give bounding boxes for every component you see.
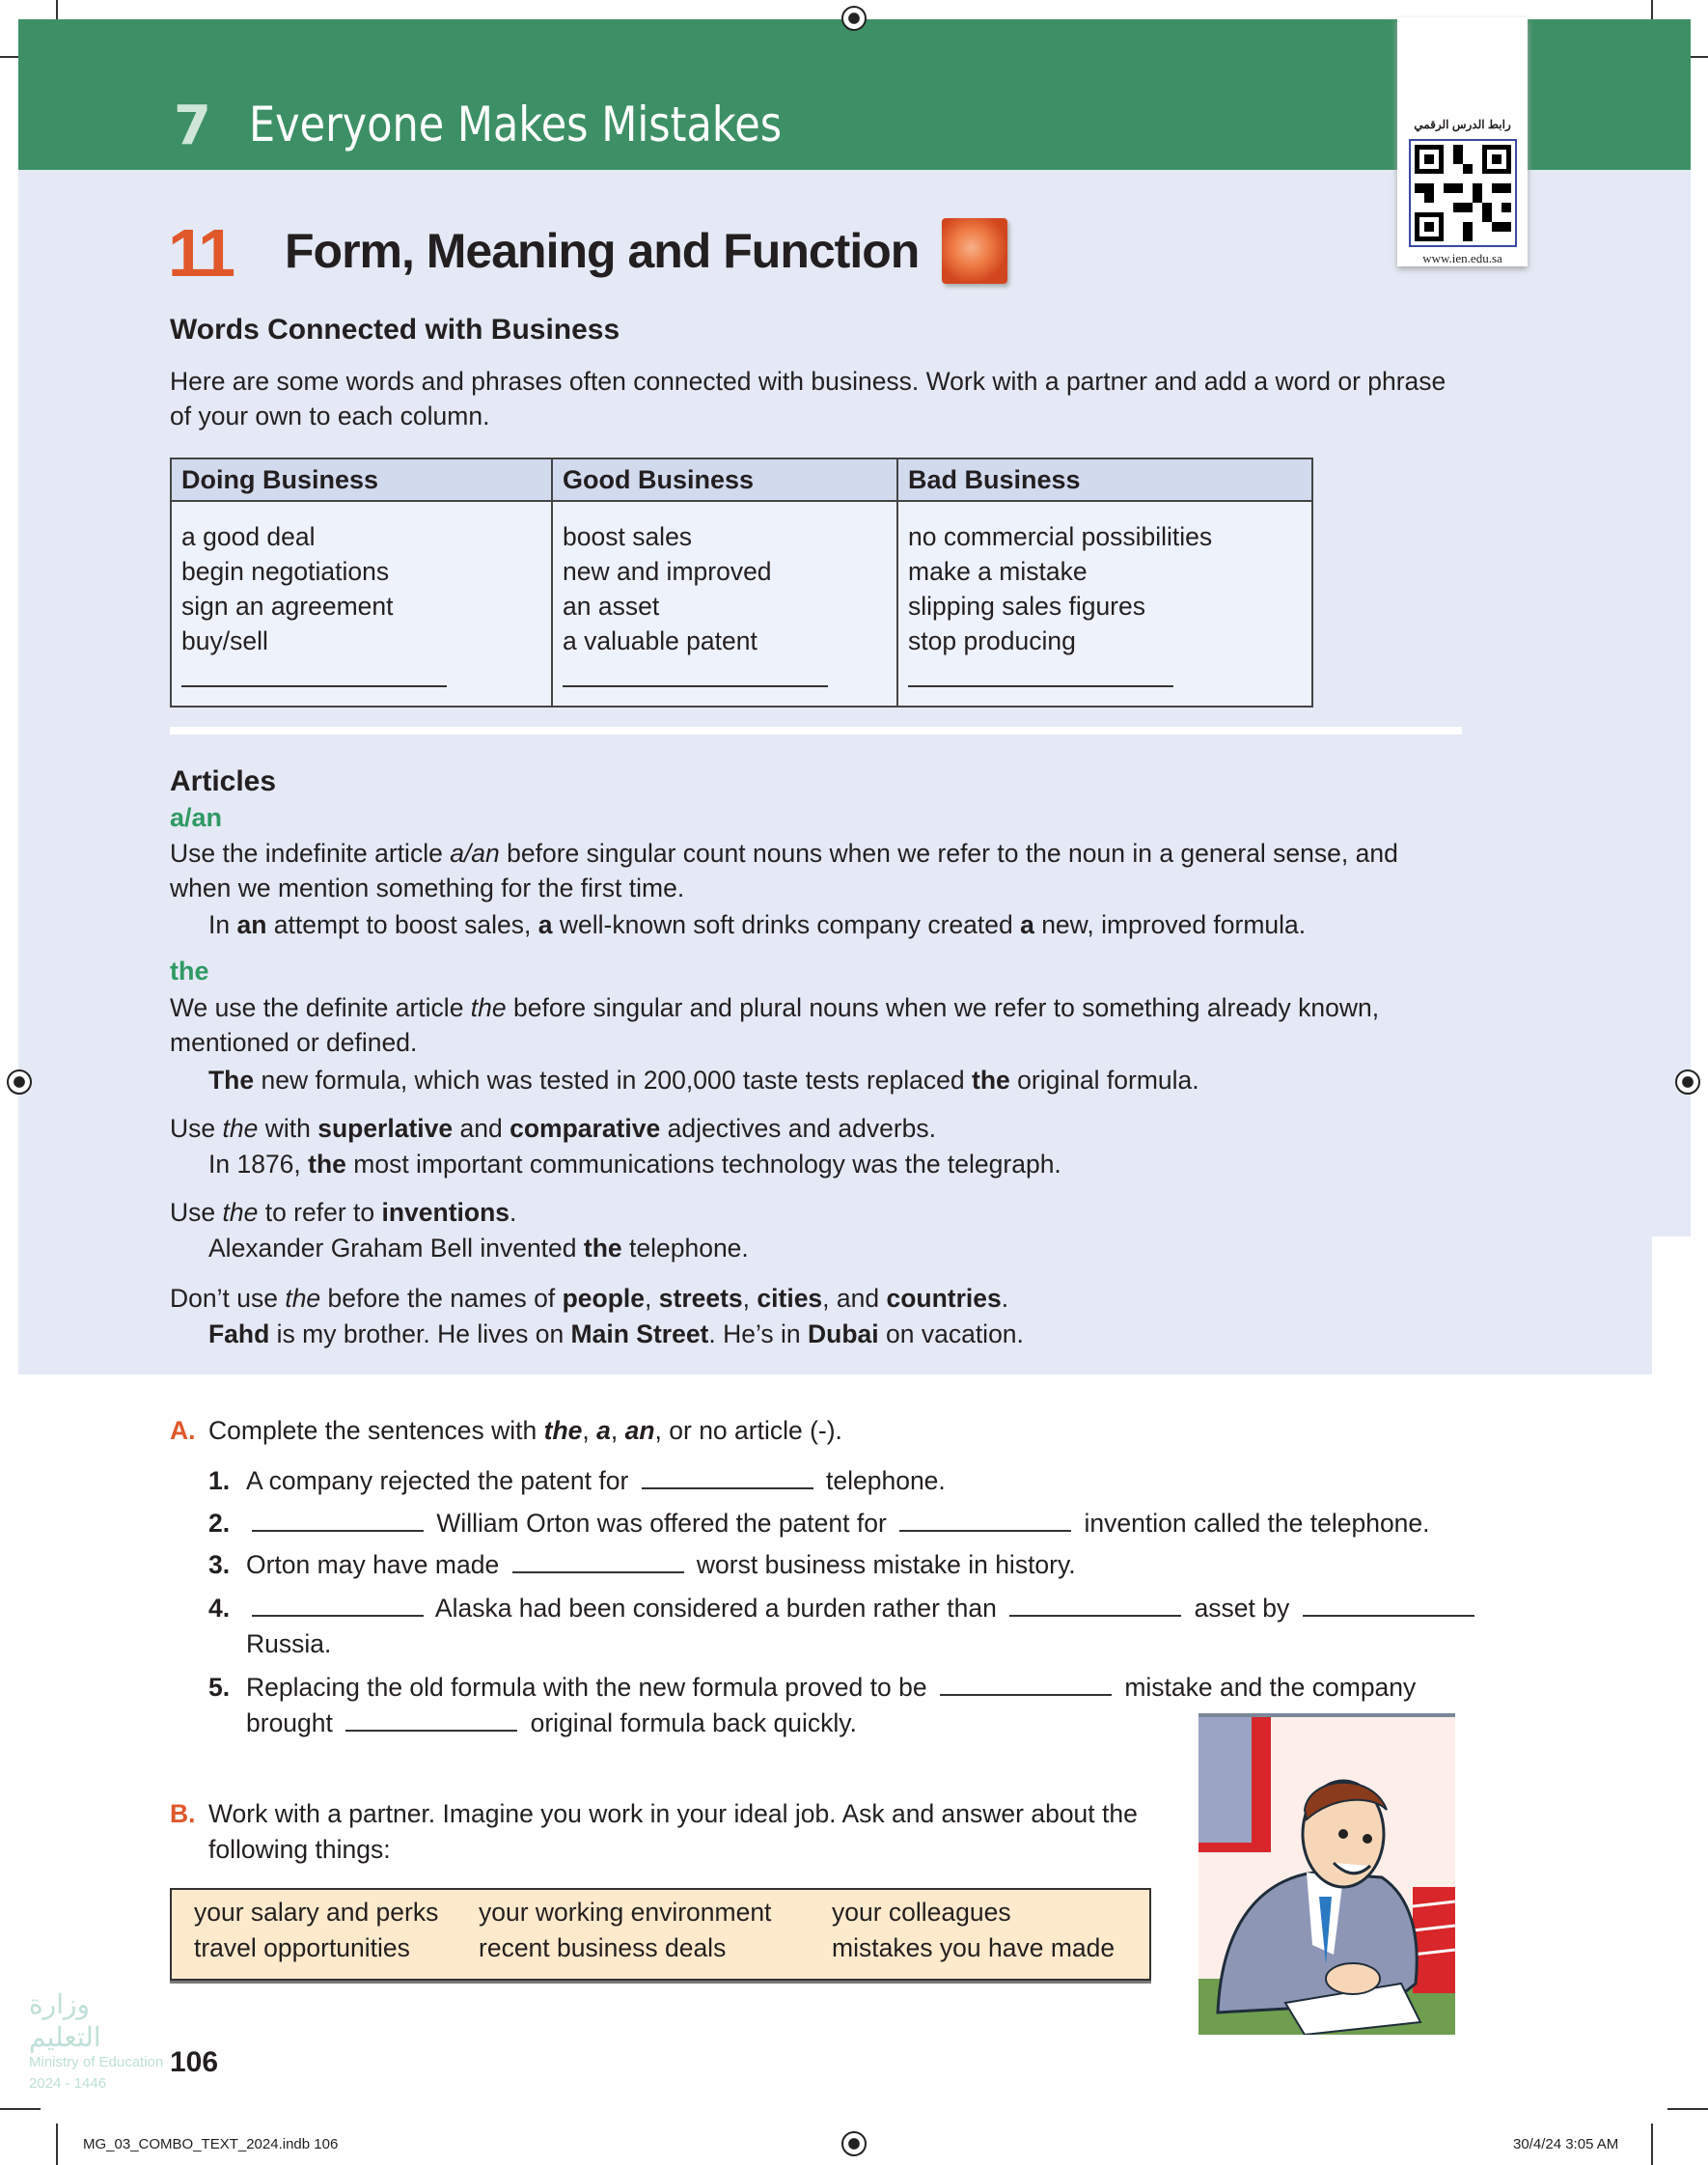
- text-segment: a: [1020, 910, 1034, 939]
- list-item: no commercial possibilities: [908, 522, 1213, 551]
- text-segment: an: [236, 910, 267, 939]
- text-segment: streets: [658, 1284, 743, 1313]
- exercise-sentence: [246, 1591, 1480, 1625]
- inventions-rule: [170, 1195, 516, 1230]
- text-segment: In: [208, 910, 237, 939]
- chapter-number: 7: [174, 95, 211, 157]
- the-subheading: the: [170, 957, 209, 985]
- text-segment: before singular count nouns when we refer to the noun in a general sense, and when we mention something for the first time.: [170, 839, 1398, 902]
- text-segment: people: [562, 1284, 646, 1313]
- column-cell: [552, 501, 897, 707]
- crop-mark: [0, 2108, 41, 2110]
- exercise-b-letter: B.: [170, 1799, 196, 1828]
- text-segment: , or no article (-).: [654, 1416, 842, 1445]
- text-segment: , and: [822, 1284, 887, 1313]
- text-segment: original formula back quickly.: [523, 1708, 857, 1737]
- text-segment: cities: [757, 1284, 823, 1313]
- text-segment: superlative: [317, 1114, 454, 1143]
- lesson-title: Form, Meaning and Function: [285, 224, 920, 278]
- discussion-topics-box: [170, 1888, 1151, 1981]
- text-segment: telephone.: [818, 1466, 946, 1495]
- text-segment: the: [285, 1284, 321, 1313]
- list-item: an asset: [563, 592, 660, 621]
- text-segment: Don’t use: [170, 1284, 286, 1313]
- exercise-a-letter: A.: [170, 1416, 196, 1445]
- text-segment: The: [208, 1066, 255, 1095]
- answer-blank[interactable]: [940, 1675, 1112, 1696]
- list-item: sign an agreement: [181, 592, 394, 621]
- digital-lesson-qr[interactable]: [1397, 17, 1528, 266]
- registration-mark-icon: [841, 6, 867, 31]
- item-number: 2.: [208, 1509, 231, 1538]
- text-segment: before singular and plural nouns when we refer to something already known, mentioned or defined.: [170, 993, 1380, 1057]
- text-segment: and: [453, 1114, 510, 1143]
- text-segment: Use the indefinite article: [170, 839, 451, 868]
- exercise-sentence: [246, 1670, 1416, 1705]
- text-segment: to refer to: [258, 1198, 382, 1227]
- text-segment: the: [583, 1234, 622, 1263]
- topic: your colleagues: [832, 1898, 1011, 1927]
- answer-blank[interactable]: [908, 662, 1173, 687]
- text-segment: with: [258, 1114, 318, 1143]
- answer-blank[interactable]: [181, 662, 447, 687]
- text-segment: most important communications technology was the telegraph.: [345, 1150, 1061, 1179]
- text-segment: In 1876,: [208, 1150, 309, 1179]
- answer-blank[interactable]: [563, 662, 828, 687]
- superlative-rule: [170, 1111, 936, 1146]
- no-article-rule: [170, 1281, 1008, 1316]
- text-segment: brought: [246, 1708, 341, 1737]
- text-segment: a: [537, 910, 553, 939]
- crop-mark: [1651, 2123, 1653, 2165]
- list-item: a valuable patent: [563, 626, 758, 655]
- text-segment: the: [222, 1198, 259, 1227]
- list-item: a good deal: [181, 522, 316, 551]
- text-segment: new, improved formula.: [1033, 910, 1307, 939]
- text-segment: Alaska had been considered a burden rather than: [429, 1594, 1005, 1623]
- text-segment: telephone.: [621, 1234, 749, 1263]
- answer-blank[interactable]: [345, 1710, 517, 1732]
- text-segment: ,: [610, 1416, 625, 1445]
- column-header: Good Business: [552, 458, 897, 501]
- text-segment: attempt to boost sales,: [266, 910, 538, 939]
- answer-blank[interactable]: [252, 1511, 424, 1532]
- text-segment: Complete the sentences with: [208, 1416, 544, 1445]
- the-example: [208, 1063, 1199, 1097]
- lesson-heading: [285, 218, 1007, 284]
- superlative-example: [208, 1147, 1061, 1181]
- crop-mark: [56, 2123, 58, 2165]
- item-number: 4.: [208, 1594, 231, 1623]
- column-cell: [171, 501, 552, 707]
- answer-blank[interactable]: [252, 1596, 424, 1617]
- the-rule: [170, 990, 1453, 1060]
- crop-mark: [1667, 2108, 1708, 2110]
- qr-label: رابط الدرس الرقمي: [1414, 118, 1511, 131]
- text-segment: asset by: [1187, 1594, 1297, 1623]
- watermark-year: 2024 - 1446: [29, 2075, 107, 2092]
- text-segment: countries: [886, 1284, 1002, 1313]
- exercise-sentence: [246, 1706, 857, 1740]
- audio-icon[interactable]: [942, 218, 1007, 284]
- answer-blank[interactable]: [1009, 1596, 1181, 1617]
- answer-blank[interactable]: [899, 1511, 1071, 1532]
- registration-mark-icon: [841, 2131, 867, 2156]
- business-words-table: [170, 458, 1313, 708]
- text-segment: a: [596, 1416, 611, 1445]
- inventions-example: [208, 1231, 749, 1265]
- exercise-sentence: [246, 1547, 1076, 1582]
- list-item: begin negotiations: [181, 557, 390, 586]
- text-segment: invention called the telephone.: [1077, 1509, 1430, 1538]
- topic: your salary and perks: [194, 1898, 439, 1927]
- no-article-example: [208, 1317, 1024, 1351]
- topic: mistakes you have made: [832, 1933, 1116, 1962]
- watermark-english: Ministry of Education: [29, 2054, 164, 2070]
- ministry-watermark: [29, 1988, 164, 2071]
- text-segment: the: [972, 1066, 1010, 1095]
- answer-blank[interactable]: [1303, 1596, 1474, 1617]
- text-segment: the: [543, 1416, 583, 1445]
- exercise-sentence: [246, 1626, 331, 1661]
- registration-mark-icon: [1675, 1069, 1700, 1095]
- divider: [170, 727, 1462, 735]
- watermark-arabic: وزارة التعليم: [29, 1989, 101, 2052]
- list-item: make a mistake: [908, 557, 1088, 586]
- list-item: slipping sales figures: [908, 592, 1145, 621]
- aan-subheading: a/an: [170, 803, 223, 832]
- text-segment: Orton may have made: [246, 1550, 507, 1579]
- articles-heading: Articles: [170, 765, 277, 797]
- text-segment: ,: [645, 1284, 659, 1313]
- exercise-a-instruction: [208, 1413, 842, 1448]
- text-segment: .: [1001, 1284, 1009, 1313]
- footer-datetime: 30/4/24 3:05 AM: [1513, 2136, 1619, 2152]
- text-segment: on vacation.: [878, 1319, 1024, 1348]
- aan-example: [208, 907, 1306, 942]
- text-segment: . He’s in: [708, 1319, 809, 1348]
- registration-mark-icon: [7, 1069, 32, 1095]
- text-segment: ,: [742, 1284, 758, 1313]
- text-segment: comparative: [510, 1114, 661, 1143]
- footer-file: MG_03_COMBO_TEXT_2024.indb 106: [83, 2136, 339, 2152]
- text-segment: the: [222, 1114, 259, 1143]
- text-segment: We use the definite article: [170, 993, 471, 1022]
- exercise-sentence: [246, 1506, 1430, 1540]
- item-number: 1.: [208, 1466, 231, 1495]
- text-segment: A company rejected the patent for: [246, 1466, 636, 1495]
- qr-code-icon[interactable]: [1409, 139, 1517, 247]
- text-segment: mistake and the company: [1116, 1673, 1417, 1702]
- text-segment: Dubai: [808, 1319, 879, 1348]
- text-segment: Replacing the old formula with the new formula proved to be: [246, 1673, 934, 1702]
- qr-url[interactable]: www.ien.edu.sa: [1422, 251, 1502, 265]
- chapter-title: Everyone Makes Mistakes: [249, 97, 783, 153]
- list-item: boost sales: [563, 522, 693, 551]
- text-segment: adjectives and adverbs.: [660, 1114, 937, 1143]
- lesson-number: 11: [168, 215, 232, 291]
- topic: travel opportunities: [194, 1933, 410, 1962]
- text-segment: the: [470, 993, 507, 1022]
- column-header: Bad Business: [897, 458, 1312, 501]
- answer-blank[interactable]: [642, 1468, 813, 1489]
- column-header: Doing Business: [171, 458, 552, 501]
- text-segment: a/an: [450, 839, 500, 868]
- topic: your working environment: [479, 1898, 772, 1927]
- list-item: stop producing: [908, 626, 1076, 655]
- list-item: buy/sell: [181, 626, 268, 655]
- aan-rule: [170, 836, 1453, 905]
- text-segment: Fahd: [208, 1319, 270, 1348]
- text-segment: .: [510, 1198, 517, 1227]
- text-segment: Main Street: [570, 1319, 709, 1348]
- text-segment: ,: [582, 1416, 597, 1445]
- text-segment: Russia.: [246, 1629, 332, 1658]
- text-segment: original formula.: [1009, 1066, 1199, 1095]
- text-segment: the: [308, 1150, 346, 1179]
- column-cell: [897, 501, 1312, 707]
- exercise-b-instruction: following things:: [208, 1835, 391, 1864]
- text-segment: is my brother. He lives on: [269, 1319, 571, 1348]
- text-segment: Use: [170, 1198, 223, 1227]
- vocab-heading: Words Connected with Business: [170, 314, 620, 346]
- item-number: 5.: [208, 1673, 231, 1702]
- businessman-illustration: [1198, 1713, 1455, 2035]
- text-segment: William Orton was offered the patent for: [429, 1509, 895, 1538]
- text-segment: Alexander Graham Bell invented: [208, 1234, 584, 1263]
- text-segment: well-known soft drinks company created: [552, 910, 1021, 939]
- topic: recent business deals: [479, 1933, 727, 1962]
- text-segment: an: [624, 1416, 655, 1445]
- list-item: new and improved: [563, 557, 772, 586]
- text-segment: new formula, which was tested in 200,000 taste tests replaced: [254, 1066, 973, 1095]
- exercise-sentence: [246, 1463, 946, 1498]
- answer-blank[interactable]: [512, 1552, 684, 1573]
- page-number: 106: [170, 2046, 219, 2078]
- vocab-intro: Here are some words and phrases often connected with business. Work with a partner and add a word or phrase of your own to each column.: [170, 367, 1446, 430]
- exercise-b-instruction: Work with a partner. Imagine you work in your ideal job. Ask and answer about the: [208, 1799, 1138, 1828]
- item-number: 3.: [208, 1550, 231, 1579]
- text-segment: before the names of: [320, 1284, 563, 1313]
- text-segment: inventions: [381, 1198, 510, 1227]
- text-segment: Use: [170, 1114, 223, 1143]
- text-segment: worst business mistake in history.: [689, 1550, 1076, 1579]
